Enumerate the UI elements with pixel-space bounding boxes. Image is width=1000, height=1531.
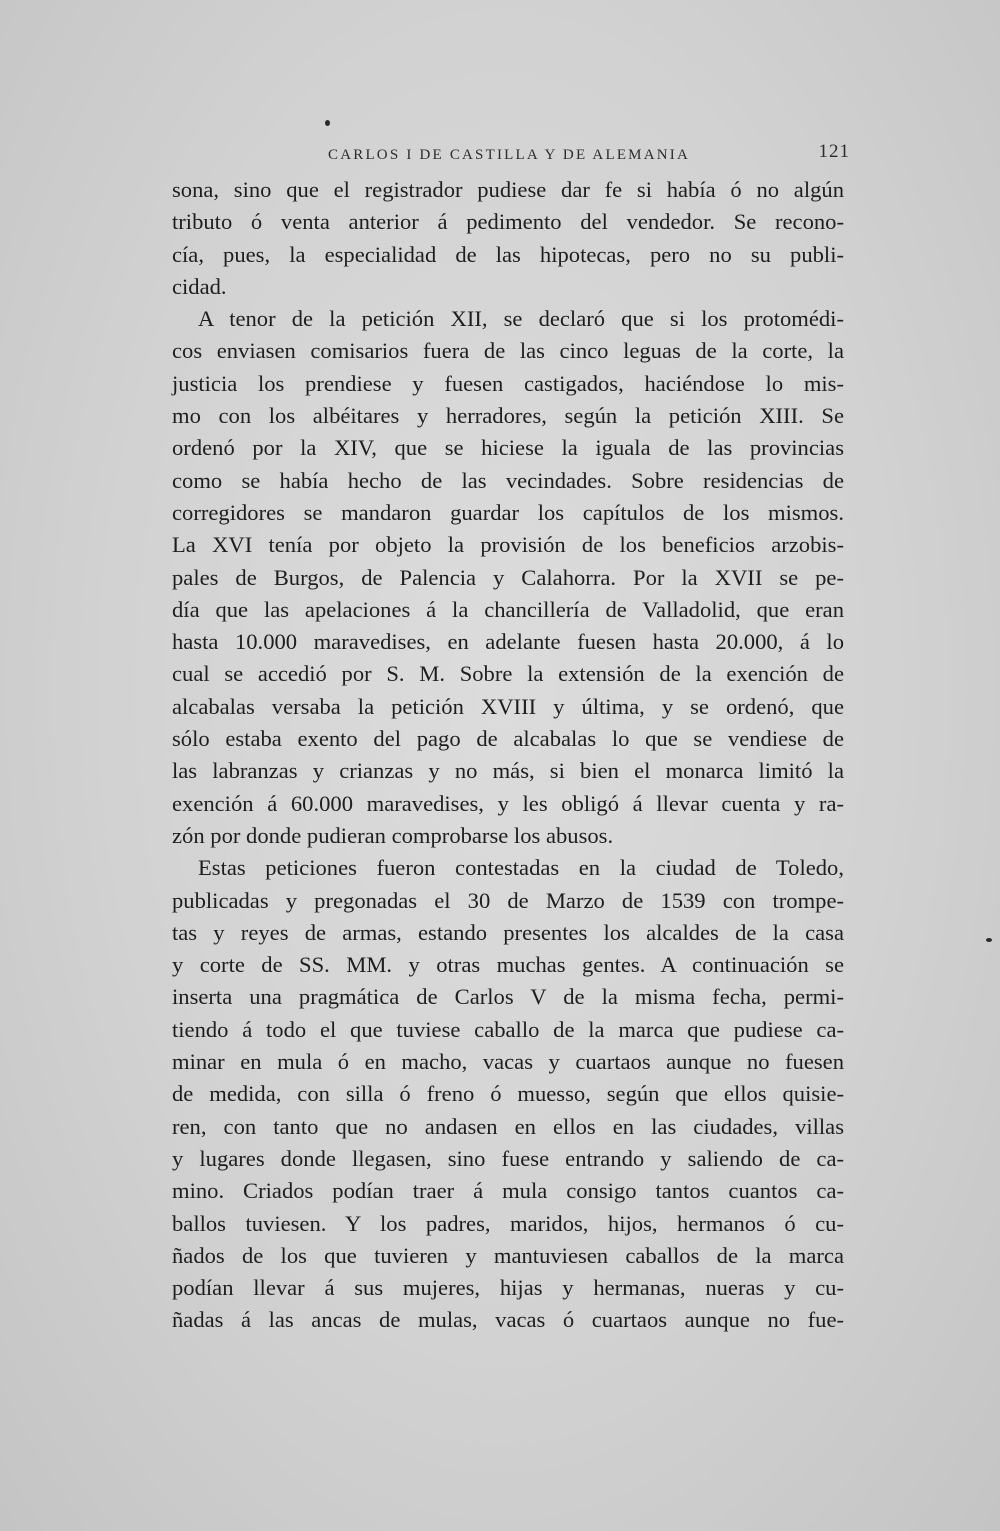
text-line: sona, sino que el registrador pudiese dar fe si había ó no algún <box>172 177 844 202</box>
text-line: como se había hecho de las vecindades. Sobre residencias de <box>172 467 844 493</box>
text-line: minar en mula ó en macho, vacas y cuartaos aunque no fuesen <box>172 1049 844 1075</box>
text-line: hasta 10.000 maravedises, en adelante fuesen hasta 20.000, á lo <box>172 629 844 655</box>
text-line: inserta una pragmática de Carlos V de la misma fecha, permi- <box>172 984 844 1010</box>
text-line: ordenó por la XIV, que se hiciese la iguala de las provincias <box>172 435 844 461</box>
ink-speck <box>325 120 330 126</box>
text-line: Estas peticiones fueron contestadas en la ciudad de Toledo, <box>198 855 844 881</box>
text-line: alcabalas versaba la petición XVIII y última, y se ordenó, que <box>172 693 844 719</box>
text-line: día que las apelaciones á la chancillería de Valladolid, que eran <box>172 596 844 622</box>
text-line: cual se accedió por S. M. Sobre la extensión de la exención de <box>172 661 844 687</box>
text-line: sólo estaba exento del pago de alcabalas lo que se vendiese de <box>172 726 844 752</box>
ink-speck <box>986 938 992 942</box>
text-line: y corte de SS. MM. y otras muchas gentes. A continuación se <box>172 952 844 978</box>
text-line: ñados de los que tuvieren y mantuviesen caballos de la marca <box>172 1242 844 1268</box>
text-line: zón por donde pudieran comprobarse los abusos. <box>172 822 614 848</box>
text-line: La XVI tenía por objeto la provisión de los beneficios arzobis- <box>172 532 844 558</box>
text-line: mino. Criados podían traer á mula consigo tantos cuantos ca- <box>172 1178 844 1204</box>
text-line: y lugares donde llegasen, sino fuese entrando y saliendo de ca- <box>172 1145 844 1171</box>
text-line: publicadas y pregonadas el 30 de Marzo de 1539 con trompe- <box>172 887 844 913</box>
text-line: cidad. <box>172 273 227 299</box>
text-line: las labranzas y crianzas y no más, si bien el monarca limitó la <box>172 758 844 784</box>
text-line: ballos tuviesen. Y los padres, maridos, hijos, hermanos ó cu- <box>172 1210 844 1236</box>
text-line: de medida, con silla ó freno ó muesso, según que ellos quisie- <box>172 1081 844 1107</box>
text-line: corregidores se mandaron guardar los capítulos de los mismos. <box>172 499 844 525</box>
text-line: justicia los prendiese y fuesen castigados, haciéndose lo mis- <box>172 370 844 396</box>
text-line: pales de Burgos, de Palencia y Calahorra. Por la XVII se pe- <box>172 564 844 590</box>
text-line: cos enviasen comisarios fuera de las cinco leguas de la corte, la <box>172 338 844 364</box>
text-line: exención á 60.000 maravedises, y les obligó á llevar cuenta y ra- <box>172 790 844 816</box>
text-line: ñadas á las ancas de mulas, vacas ó cuartaos aunque no fue- <box>172 1307 844 1333</box>
text-line: ren, con tanto que no andasen en ellos en las ciudades, villas <box>172 1113 844 1139</box>
text-line: cía, pues, la especialidad de las hipotecas, pero no su publi- <box>172 241 844 267</box>
running-head <box>328 141 850 169</box>
page-number: 121 <box>818 141 850 162</box>
text-line: mo con los albéitares y herradores, según la petición XIII. Se <box>172 403 844 429</box>
body-text <box>172 174 844 1337</box>
text-line: tiendo á todo el que tuviese caballo de la marca que pudiese ca- <box>172 1016 844 1042</box>
text-line: tributo ó venta anterior á pedimento del vendedor. Se recono- <box>172 209 844 235</box>
text-line: podían llevar á sus mujeres, hijas y hermanas, nueras y cu- <box>172 1275 844 1301</box>
running-title: CARLOS I DE CASTILLA Y DE ALEMANIA <box>328 147 691 163</box>
text-line: A tenor de la petición XII, se declaró que si los protomédi- <box>198 306 844 332</box>
text-line: tas y reyes de armas, estando presentes los alcaldes de la casa <box>172 919 844 945</box>
